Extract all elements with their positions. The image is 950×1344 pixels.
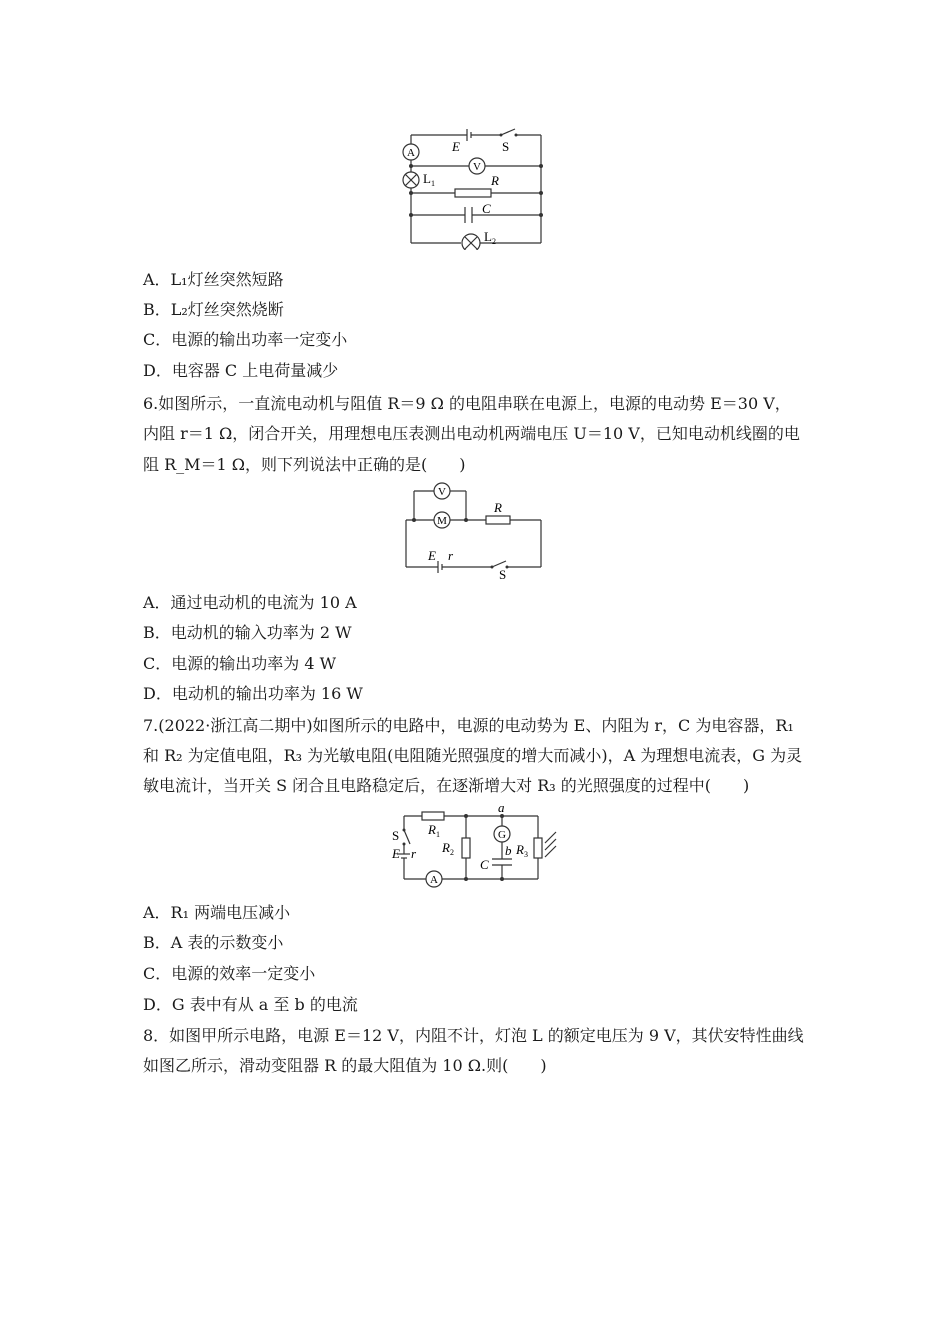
- label-r-internal: r: [448, 548, 454, 563]
- label-e: E: [392, 846, 400, 861]
- label-e: E: [452, 139, 460, 154]
- galvanometer-label: G: [498, 829, 506, 841]
- ammeter-label: A: [430, 874, 438, 886]
- label-l2: $L_2$: [484, 229, 496, 246]
- q7-option-d: D．G 表中有从 a 至 b 的电流: [143, 995, 358, 1014]
- q6-option-b: B．电动机的输入功率为 2 W: [143, 623, 352, 642]
- switch-s: [404, 830, 410, 844]
- label-r-internal: r: [411, 846, 417, 861]
- label-r3: $R_3$: [516, 842, 528, 859]
- motor-label: M: [437, 515, 447, 527]
- switch-s: [501, 129, 515, 135]
- q5-option-d: D．电容器 C 上电荷量减少: [143, 361, 339, 380]
- lamp-l2-icon: [462, 234, 480, 250]
- resistor-r: [486, 516, 510, 524]
- q5-option-a: A．L₁灯丝突然短路: [143, 270, 284, 289]
- label-l1: $L_1$: [423, 171, 435, 188]
- q5-option-b: B．L₂灯丝突然烧断: [143, 300, 284, 319]
- voltmeter-label: V: [438, 486, 446, 498]
- label-a-node: a: [498, 802, 505, 815]
- q7-option-c: C．电源的效率一定变小: [143, 964, 316, 983]
- resistor-r1: [422, 812, 444, 820]
- q5-option-c: C．电源的输出功率一定变小: [143, 330, 348, 349]
- resistor-r: [455, 189, 491, 197]
- label-r: R: [491, 173, 499, 188]
- ammeter-label: A: [407, 147, 415, 159]
- label-r1: $R_1$: [428, 822, 440, 839]
- q7-stem-line-1: 7.(2022·浙江高二期中)如图所示的电路中，电源的电动势为 E、内阻为 r，C 为电容器，R₁: [143, 716, 794, 735]
- q8-stem-line-2: 如图乙所示，滑动变阻器 R 的最大阻值为 10 Ω.则( ): [143, 1056, 547, 1075]
- voltmeter-label: V: [473, 161, 481, 173]
- q7-option-a: A．R₁ 两端电压减小: [143, 903, 291, 922]
- q6-option-d: D．电动机的输出功率为 16 W: [143, 684, 363, 703]
- resistor-r2: [462, 838, 470, 858]
- label-r: R: [494, 500, 502, 515]
- label-s: S: [499, 567, 507, 580]
- label-s: S: [502, 139, 510, 154]
- circuit-figure-1: [395, 125, 555, 250]
- label-c: C: [482, 201, 491, 216]
- label-c: C: [480, 857, 489, 872]
- label-r2: $R_2$: [442, 840, 454, 857]
- circuit-figure-3: [390, 802, 560, 897]
- q6-stem-line-1: 6.如图所示，一直流电动机与阻值 R＝9 Ω 的电阻串联在电源上，电源的电动势 E＝30 V，: [143, 394, 791, 413]
- q7-option-b: B．A 表的示数变小: [143, 933, 284, 952]
- circuit-figure-2: [400, 480, 550, 580]
- q6-stem-line-2: 内阻 r＝1 Ω，闭合开关，用理想电压表测出电动机两端电压 U＝10 V，已知电动机线圈的电: [143, 424, 800, 443]
- q7-stem-line-2: 和 R₂ 为定值电阻，R₃ 为光敏电阻(电阻随光照强度的增大而减小)，A 为理想电流表，G 为灵: [143, 746, 803, 765]
- q6-stem-line-3: 阻 R_M＝1 Ω，则下列说法中正确的是( ): [143, 455, 466, 474]
- q6-option-c: C．电源的输出功率为 4 W: [143, 654, 337, 673]
- q6-option-a: A．通过电动机的电流为 10 A: [143, 593, 357, 612]
- label-b-node: b: [505, 843, 512, 858]
- q8-stem-line-1: 8．如图甲所示电路，电源 E＝12 V，内阻不计，灯泡 L 的额定电压为 9 V，其伏安特性曲线: [143, 1026, 804, 1045]
- label-s: S: [392, 828, 400, 843]
- q7-stem-line-3: 敏电流计，当开关 S 闭合且电路稳定后，在逐渐增大对 R₃ 的光照强度的过程中( ): [143, 776, 750, 795]
- resistor-r3: [534, 838, 542, 858]
- label-e: E: [428, 548, 436, 563]
